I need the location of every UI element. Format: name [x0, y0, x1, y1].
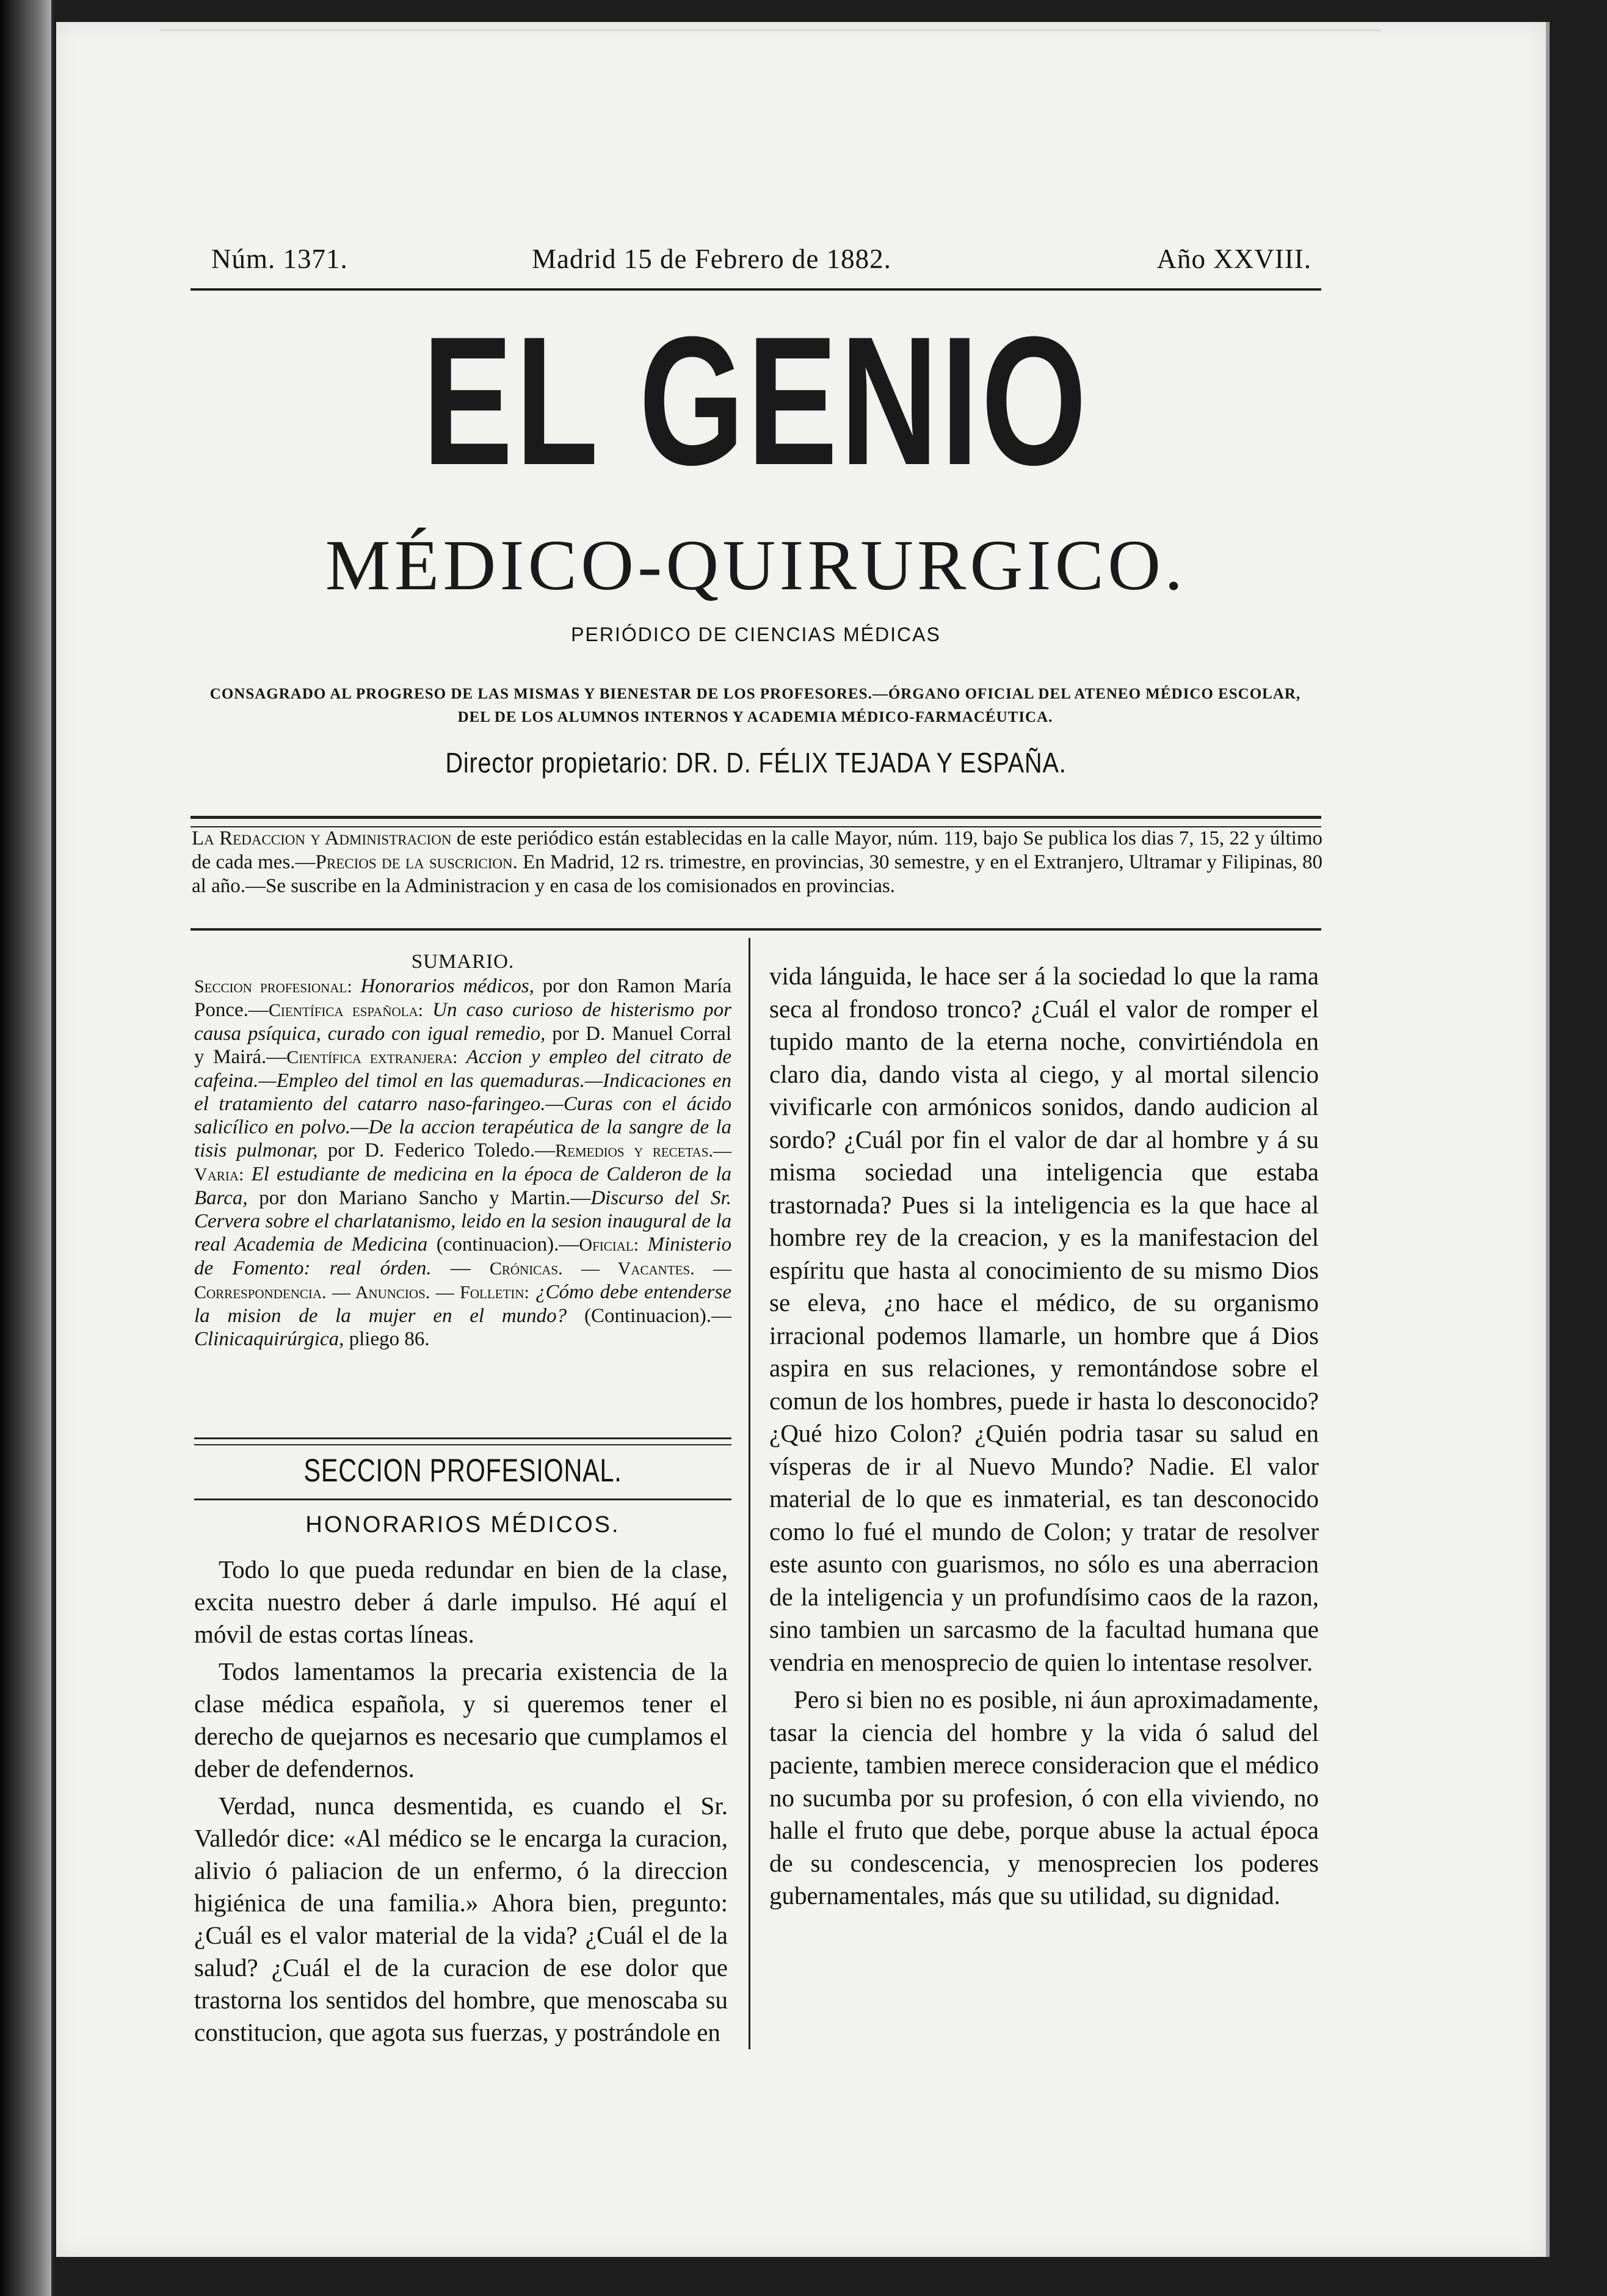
masthead-rule — [190, 816, 1321, 827]
admin-prices-label: Precios de la suscricion. — [315, 851, 518, 873]
article-paragraph: Todo lo que pueda redundar en bien de la clase, excita nuestro deber á darle impulso. Hé aquí el móvil de estas cortas líneas. — [194, 1555, 728, 1648]
masthead-title: EL GENIO — [422, 298, 1090, 503]
summary-segment: pliego 86. — [344, 1328, 430, 1350]
article-paragraph: Pero si bien no es posible, ni áun aproximadamente, tasar la ciencia del hombre y la vida ó salud del paciente, tambien merece consideracion que el médico no sucumba por su profesion, ó con ella viviendo, no halle el fruto que debe, porque abuse la actual época de su condescencia, y menosprecien los poderes gubernamentales, más que su utilidad, su dignidad. — [769, 1685, 1319, 1909]
masthead-subtitle: MÉDICO-QUIRURGICO. — [325, 525, 1187, 605]
issue-header — [211, 243, 1311, 286]
admin-lead: La Redaccion y Administracion — [192, 827, 452, 849]
admin-text-1: de este periódico están establecidas en la calle Mayor, núm. 119, bajo Se publica los dias 7, 15, 22 y último de cada mes.— — [192, 827, 1323, 873]
summary-segment: Crónicas. — Vacantes. — Correspondencia. — Anuncios. — Folletin: — [194, 1259, 732, 1302]
issue-year: Año XXVIII. — [1156, 244, 1311, 274]
issue-date: Madrid 15 de Febrero de 1882. — [532, 244, 891, 274]
admin-rule — [190, 928, 1321, 931]
column-divider — [749, 938, 750, 2049]
summary-segment: Remedios y recetas.—Varia: — [194, 1141, 731, 1185]
summary-segment: — — [431, 1257, 490, 1279]
summary-segment: Oficial: — [579, 1235, 639, 1255]
summary-segment: (Continuacion).— — [567, 1305, 731, 1327]
summary-segment: Accion y empleo del citrato de cafeina.—Empleo del timol en las quemaduras.—Indicaciones en el tratamiento del catarro naso-faringeo.—Curas con el ácido salicílico en polvo.—De la accion terapéutica de la sangre de la tisis pulmonar, — [194, 1046, 732, 1161]
summary-segment: El estudiante de medicina en la época de Calderon de la Barca, — [194, 1163, 731, 1209]
article-paragraph: Verdad, nunca desmentida, es cuando el Sr. Valledór dice: «Al médico se le encarga la curacion, alivio ó paliacion de un enfermo, ó la direccion higiénica de una familia.» Ahora bien, pregunto: ¿Cuál es el valor material de la vida? ¿Cuál el de la salud? ¿Cuál el de la curacion de ese dolor que trastorna los sentidos del hombre, que menoscaba su constitucion, que agota sus fuerzas, y postrándole en — [194, 1792, 728, 2046]
summary-segment: Clinicaquirúrgica, — [194, 1328, 344, 1350]
masthead-dedication: CONSAGRADO AL PROGRESO DE LAS MISMAS Y BIENESTAR DE LOS PROFESORES.—ÓRGANO OFICIAL DEL ATENEO MÉDICO ESCOLAR, DEL DE LOS ALUMNOS INTERNOS Y ACADEMIA MÉDICO-FARMACÉUTICA. — [209, 686, 1301, 725]
article-column-left — [194, 1553, 728, 2054]
summary-segment: Seccion profesional: — [194, 976, 352, 997]
newspaper-page — [56, 22, 1550, 2257]
summary-segment: Ministerio de Fomento: real órden. — [194, 1233, 731, 1279]
masthead-tagline: PERIÓDICO DE CIENCIAS MÉDICAS — [571, 623, 941, 645]
summary-segment: Honorarios médicos, — [352, 975, 534, 997]
bleed-through-line — [160, 22, 1381, 31]
admin-text-2: En Madrid, 12 rs. trimestre, en provincias, 30 semestre, y en el Extranjero, Ultramar y Filipinas, 80 al año.—Se suscribe en la Administracion y en casa de los comisionados en provincias. — [192, 851, 1323, 897]
summary-segment: por D. Federico Toledo.— — [317, 1139, 556, 1161]
section-title: SECCION PROFESIONAL. — [303, 1453, 622, 1489]
header-rule — [190, 288, 1321, 291]
summary-segment: por don Mariano Sancho y Martin.— — [247, 1187, 591, 1209]
article-paragraph: Todos lamentamos la precaria existencia de la clase médica española, y si queremos tener el derecho de quejarnos es necesario que cumplamos el deber de defendernos. — [194, 1657, 728, 1782]
article-column-right — [769, 960, 1319, 1917]
summary-heading: SUMARIO. — [411, 951, 515, 973]
summary-segment: Discurso del Sr. Cervera sobre el charlatanismo, leido en la sesion inaugural de la real Academia de Medicina — [194, 1187, 731, 1255]
summary-segment: Un caso curioso de histerismo por causa psíquica, curado con igual remedio, — [194, 999, 731, 1045]
summary-segment: Científica extranjera: — [286, 1047, 458, 1067]
summary-segment: por don Ramon María Ponce.— — [194, 975, 731, 1021]
admin-notice — [192, 827, 1322, 898]
issue-number: Núm. 1371. — [211, 244, 348, 274]
summary-segment: Científica española: — [268, 1000, 424, 1020]
article-title: HONORARIOS MÉDICOS. — [305, 1512, 620, 1538]
summary-rule — [194, 1437, 731, 1445]
section-rule — [194, 1499, 731, 1500]
masthead-director: Director propietario: DR. D. FÉLIX TEJADA Y ESPAÑA. — [445, 747, 1067, 779]
summary-segment: por D. Manuel Corral y Mairá.— — [194, 1023, 731, 1068]
book-gutter — [0, 0, 54, 2296]
summary-body — [194, 975, 731, 1351]
article-paragraph: vida lánguida, le hace ser á la sociedad lo que la rama seca al frondoso tronco? ¿Cuál el valor de romper el tupido manto de la eterna noche, convirtiéndola en claro dia, dando vista al ciego, y al mortal silencio vivificarle con armónicos sonidos, dando audicion al sordo? ¿Cuál por fin el valor de dar al hombre y á su misma sociedad una inteligencia que estaba trastornada? Pues si la inteligencia es la que hace al hombre rey de la creacion, y es la manifestacion del espíritu que hasta al conocimiento de su mismo Dios se eleva, ¿no hace el médico, de su organismo irracional podemos llamarle, un hombre que á Dios aspira en sus relaciones, y remontándose sobre el comun de los hombres, puede ir hasta lo desconocido? ¿Qué hizo Colon? ¿Quién podria tasar su salud en vísperas de ir al Nuevo Mundo? Nadie. El valor material de lo que es inmaterial, es tan desconocido como lo fué el mundo de Colon; y tratar de resolver este asunto con guarismos, no sólo es una aberracion de la inteligencia y un profundísimo caos de la razon, sino tambien un sarcasmo de la facultad humana que vendria en menosprecio de quien lo intentase resolver. — [769, 962, 1319, 1676]
summary-box — [194, 950, 731, 1351]
summary-segment: ¿Cómo debe entenderse la mision de la mujer en el mundo? — [194, 1281, 731, 1327]
summary-segment: (continuacion).— — [427, 1233, 579, 1255]
